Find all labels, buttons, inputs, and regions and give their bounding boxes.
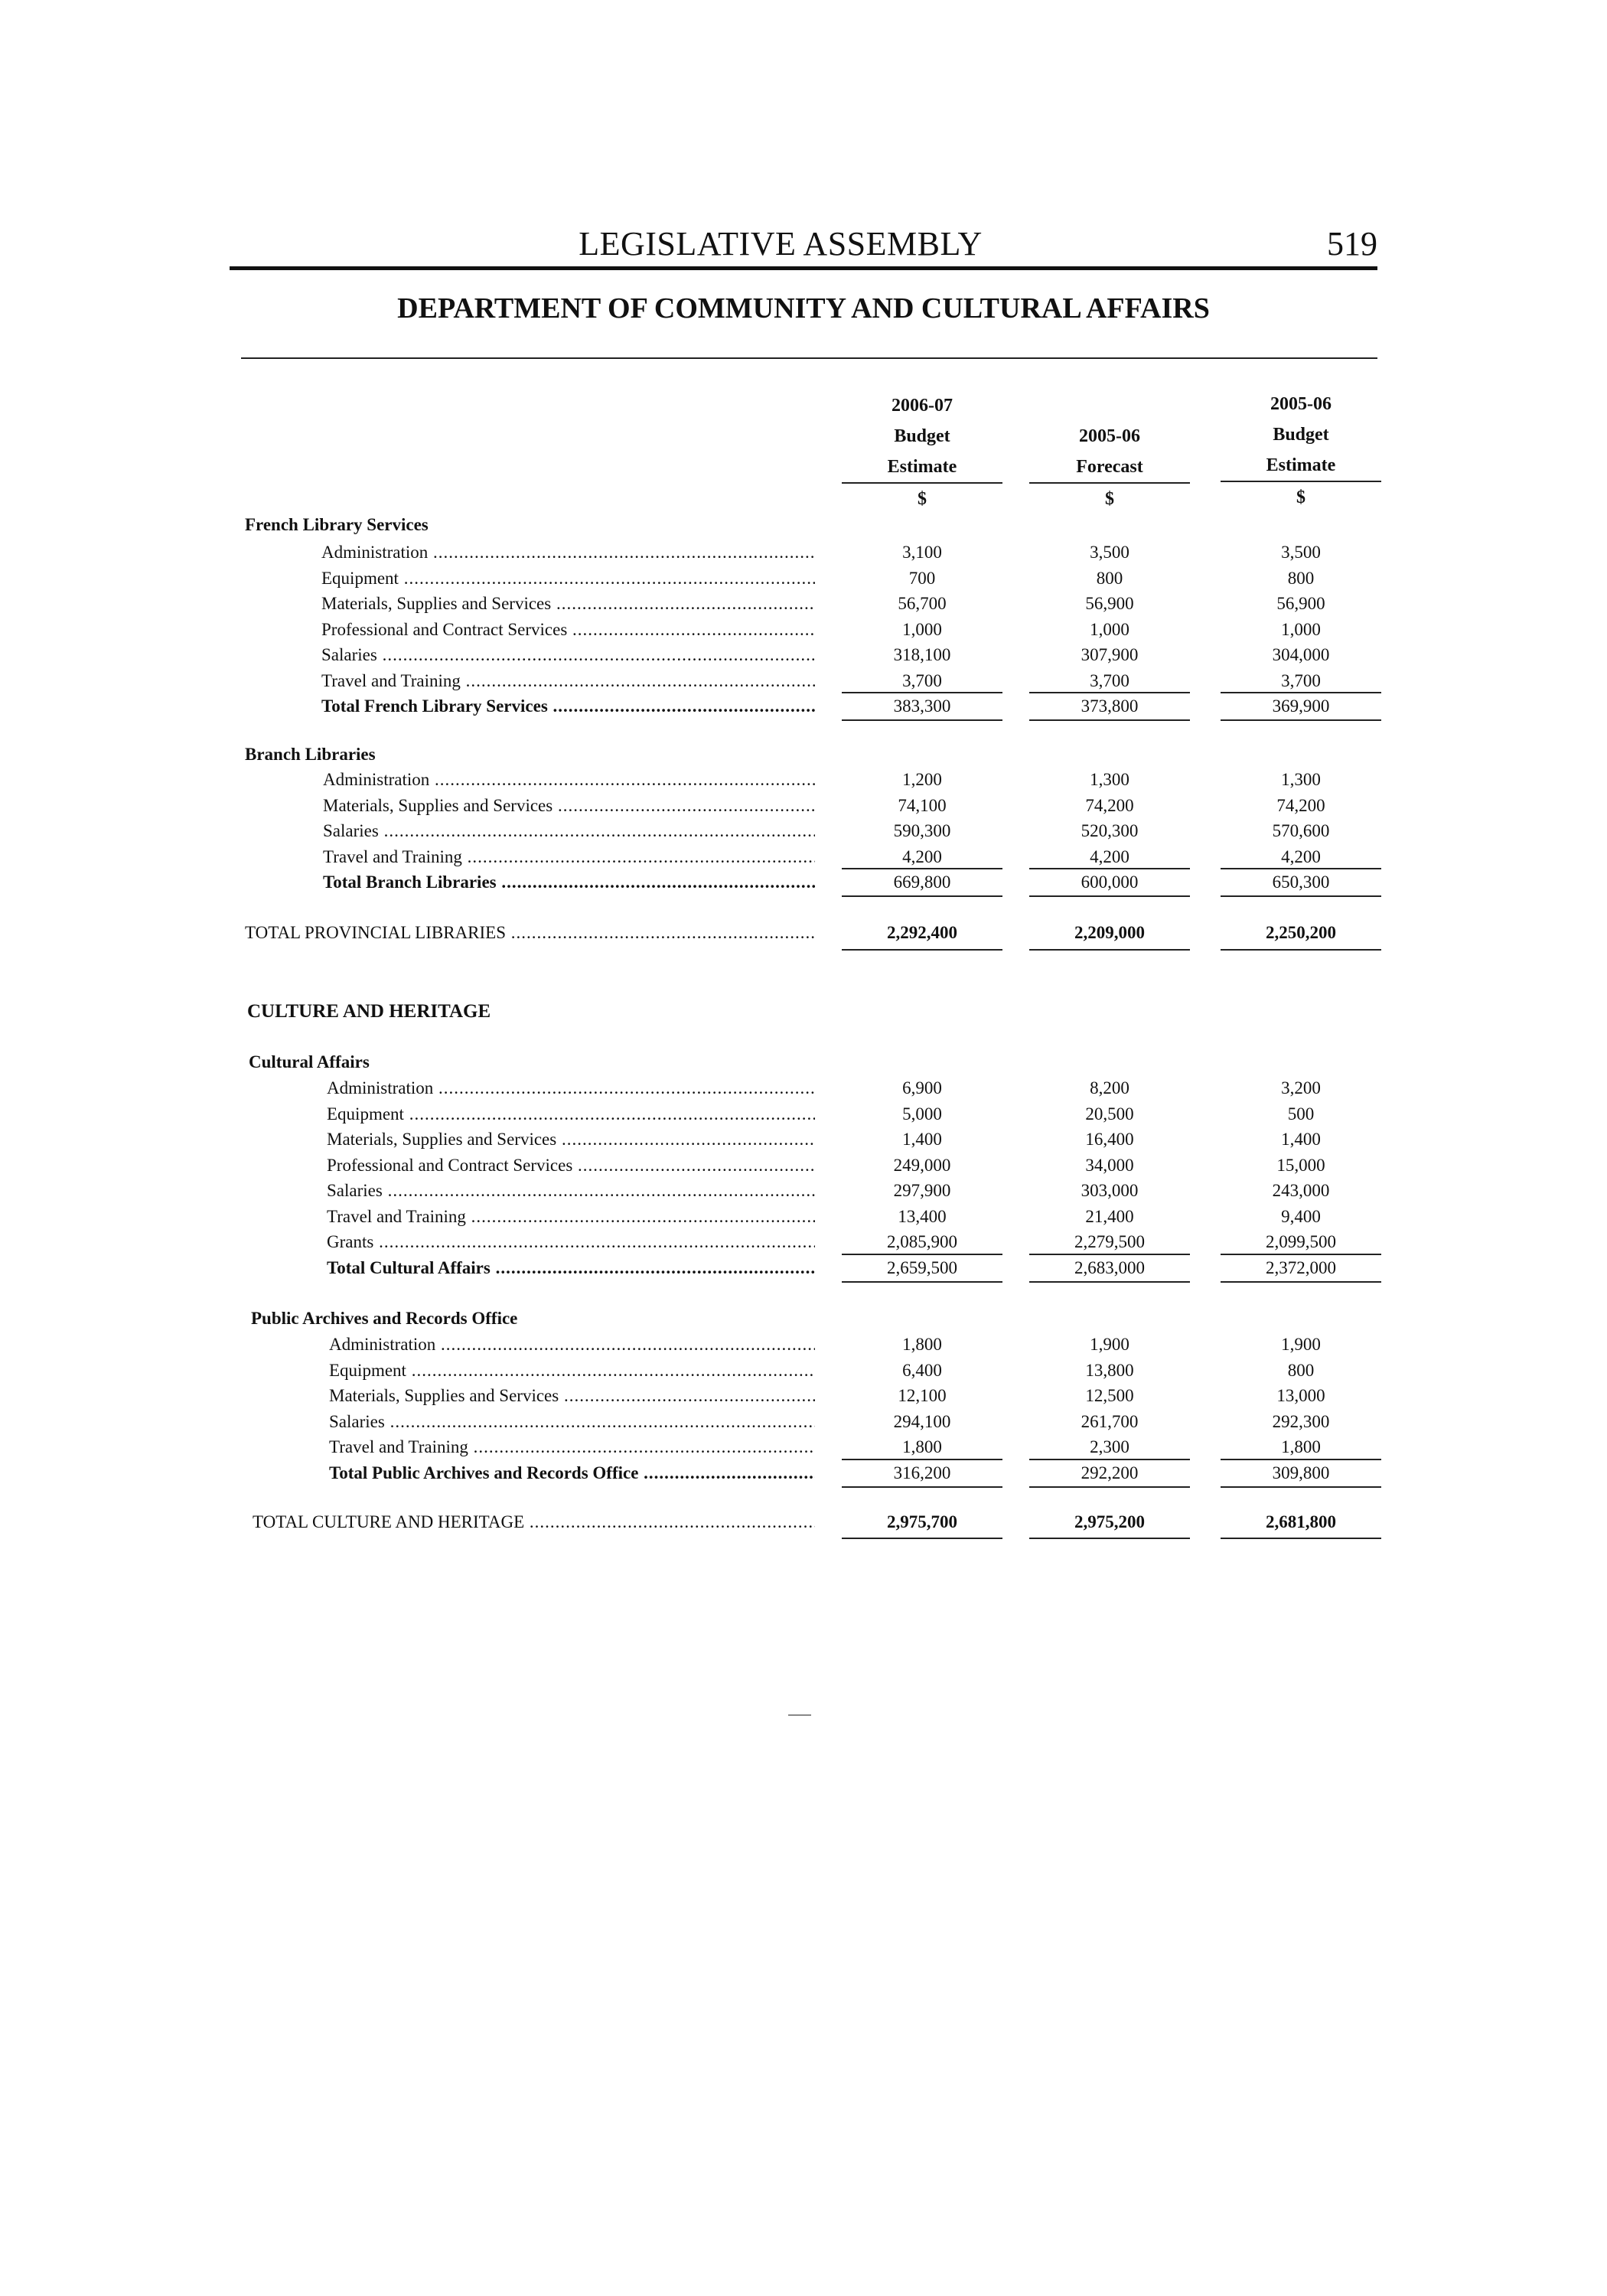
row-value: 5,000	[902, 1104, 942, 1124]
row-label: TOTAL CULTURE AND HERITAGE .....	[253, 1509, 815, 1535]
row-label: Administration .....	[329, 1332, 815, 1358]
row-value: 2,085,900	[887, 1232, 957, 1251]
row-value: 15,000	[1276, 1155, 1325, 1175]
total-rule-bottom	[1221, 895, 1381, 897]
column-header-2006-07-budget-estimate	[842, 390, 1002, 514]
row-value: 21,400	[1085, 1206, 1134, 1226]
table-row	[0, 1383, 1607, 1409]
total-row	[0, 1460, 1607, 1486]
row-value: 20,500	[1085, 1104, 1134, 1124]
row-value: 1,200	[902, 770, 942, 789]
row-value: 1,800	[902, 1335, 942, 1354]
row-value: 3,700	[902, 670, 942, 690]
row-value: 1,300	[1281, 770, 1321, 789]
row-value: 700	[908, 568, 936, 588]
section-title-culture-heritage: CULTURE AND HERITAGE	[247, 1001, 491, 1022]
row-label: Materials, Supplies and Services .....	[329, 1383, 815, 1409]
department-title: DEPARTMENT OF COMMUNITY AND CULTURAL AFFAIRS	[397, 292, 1210, 325]
column-currency: $	[1105, 489, 1114, 509]
row-value: 1,300	[1090, 770, 1129, 789]
total-rule-bottom	[1029, 1486, 1190, 1488]
row-value: 4,200	[1090, 846, 1129, 866]
row-value: 2,279,500	[1074, 1232, 1145, 1251]
column-header-line1	[1029, 390, 1190, 421]
row-label: Materials, Supplies and Services .....	[327, 1127, 815, 1153]
table-row	[0, 540, 1607, 566]
section-title-public-archives: Public Archives and Records Office	[251, 1309, 518, 1328]
row-value: 6,400	[902, 1360, 942, 1380]
column-header-line2: Budget	[894, 426, 950, 446]
row-value: 292,300	[1272, 1411, 1330, 1431]
table-row	[0, 1204, 1607, 1230]
row-value: 520,300	[1081, 821, 1139, 840]
row-label: Travel and Training .....	[321, 668, 815, 694]
row-label: Equipment .....	[327, 1101, 815, 1127]
row-label: Travel and Training .....	[323, 844, 815, 870]
row-value: 3,100	[902, 543, 942, 562]
row-value: 2,292,400	[887, 923, 957, 942]
total-rule-double	[842, 949, 1002, 951]
total-rule-double	[1221, 949, 1381, 951]
row-value: 2,975,700	[887, 1512, 957, 1531]
total-row	[0, 693, 1607, 719]
row-value: 74,200	[1276, 795, 1325, 815]
table-row	[0, 591, 1607, 617]
row-label: Travel and Training .....	[329, 1434, 815, 1460]
row-label: Equipment .....	[329, 1358, 815, 1384]
row-label: Salaries .....	[327, 1178, 815, 1204]
row-value: 2,099,500	[1266, 1232, 1336, 1251]
row-value: 570,600	[1272, 821, 1330, 840]
table-row	[0, 1127, 1607, 1153]
row-value: 1,900	[1281, 1335, 1321, 1354]
header-rule	[230, 266, 1377, 270]
total-rule-bottom	[1029, 719, 1190, 721]
row-label: Administration .....	[327, 1075, 815, 1101]
row-value: 56,700	[898, 594, 947, 613]
row-value: 2,300	[1090, 1437, 1129, 1456]
row-label: Materials, Supplies and Services .....	[321, 591, 815, 617]
row-value: 297,900	[893, 1181, 951, 1200]
row-value: 74,200	[1085, 795, 1134, 815]
row-value: 3,700	[1281, 670, 1321, 690]
section-title-french-library: French Library Services	[245, 515, 429, 534]
column-header-line3: Estimate	[842, 452, 1002, 484]
row-value: 1,800	[1281, 1437, 1321, 1456]
row-value: 800	[1287, 568, 1315, 588]
total-rule-bottom	[842, 719, 1002, 721]
row-value: 292,200	[1081, 1463, 1139, 1482]
row-value: 2,372,000	[1266, 1257, 1336, 1277]
table-row	[0, 668, 1607, 694]
total-rule-double	[1221, 1538, 1381, 1539]
row-value: 4,200	[1281, 846, 1321, 866]
row-value: 669,800	[893, 872, 951, 892]
section-title-cultural-affairs: Cultural Affairs	[249, 1052, 370, 1071]
row-value: 261,700	[1081, 1411, 1139, 1431]
row-value: 307,900	[1081, 645, 1139, 664]
table-row	[0, 1332, 1607, 1358]
row-label: Total French Library Services .....	[321, 693, 815, 719]
column-currency: $	[1296, 488, 1305, 507]
page-number: 519	[1327, 225, 1377, 263]
column-header-line1: 2006-07	[892, 396, 953, 416]
total-rule-bottom	[1029, 1281, 1190, 1283]
row-label: Administration .....	[323, 767, 815, 793]
total-rule-double	[1029, 949, 1190, 951]
row-value: 1,400	[902, 1130, 942, 1149]
row-value: 16,400	[1085, 1130, 1134, 1149]
column-header-line2: 2005-06	[1079, 426, 1140, 446]
row-value: 294,100	[893, 1411, 951, 1431]
row-value: 383,300	[893, 696, 951, 716]
page-header-title: LEGISLATIVE ASSEMBLY	[579, 225, 983, 263]
row-value: 2,681,800	[1266, 1512, 1336, 1531]
table-row	[0, 642, 1607, 668]
row-value: 249,000	[893, 1155, 951, 1175]
row-value: 590,300	[893, 821, 951, 840]
total-rule-bottom	[1029, 895, 1190, 897]
table-row	[0, 1153, 1607, 1179]
row-value: 309,800	[1272, 1463, 1330, 1482]
total-rule-bottom	[1221, 1281, 1381, 1283]
row-label: Salaries .....	[323, 818, 815, 844]
row-value: 303,000	[1081, 1181, 1139, 1200]
grand-total-row	[0, 1509, 1607, 1535]
row-value: 3,200	[1281, 1078, 1321, 1097]
table-row	[0, 1178, 1607, 1204]
total-rule-bottom	[842, 895, 1002, 897]
row-value: 1,000	[1281, 619, 1321, 639]
table-row	[0, 566, 1607, 592]
row-value: 1,800	[902, 1437, 942, 1456]
row-value: 56,900	[1085, 594, 1134, 613]
table-row	[0, 793, 1607, 819]
section-rule	[241, 357, 1377, 359]
column-header-line1: 2005-06	[1270, 394, 1332, 414]
row-value: 304,000	[1272, 645, 1330, 664]
total-row	[0, 1255, 1607, 1281]
row-value: 1,400	[1281, 1130, 1321, 1149]
total-row	[0, 869, 1607, 895]
row-value: 369,900	[1272, 696, 1330, 716]
row-value: 2,209,000	[1074, 923, 1145, 942]
row-value: 3,700	[1090, 670, 1129, 690]
total-rule-bottom	[1221, 719, 1381, 721]
row-label: Travel and Training .....	[327, 1204, 815, 1230]
table-row	[0, 1434, 1607, 1460]
row-value: 2,683,000	[1074, 1257, 1145, 1277]
total-rule-bottom	[842, 1281, 1002, 1283]
row-value: 243,000	[1272, 1181, 1330, 1200]
row-value: 1,000	[1090, 619, 1129, 639]
row-value: 800	[1287, 1360, 1315, 1380]
grand-total-row	[0, 920, 1607, 946]
row-value: 3,500	[1090, 543, 1129, 562]
row-value: 12,100	[898, 1386, 947, 1405]
row-label: TOTAL PROVINCIAL LIBRARIES .....	[245, 920, 815, 946]
column-header-line2: Budget	[1273, 425, 1329, 445]
row-value: 2,659,500	[887, 1257, 957, 1277]
row-label: Professional and Contract Services .....	[327, 1153, 815, 1179]
scan-mark	[788, 1714, 811, 1716]
column-header-2005-06-forecast	[1029, 390, 1190, 514]
total-rule-bottom	[1221, 1486, 1381, 1488]
table-row	[0, 844, 1607, 870]
total-rule-bottom	[842, 1486, 1002, 1488]
table-row	[0, 1229, 1607, 1255]
row-value: 600,000	[1081, 872, 1139, 892]
total-rule-double	[842, 1538, 1002, 1539]
row-value: 13,000	[1276, 1386, 1325, 1405]
row-value: 1,900	[1090, 1335, 1129, 1354]
row-value: 1,000	[902, 619, 942, 639]
table-row	[0, 818, 1607, 844]
row-label: Total Public Archives and Records Office .....	[329, 1460, 815, 1486]
row-value: 34,000	[1085, 1155, 1134, 1175]
row-value: 3,500	[1281, 543, 1321, 562]
row-value: 13,400	[898, 1206, 947, 1226]
row-value: 650,300	[1272, 872, 1330, 892]
table-row	[0, 1075, 1607, 1101]
row-value: 2,975,200	[1074, 1512, 1145, 1531]
row-value: 373,800	[1081, 696, 1139, 716]
row-value: 13,800	[1085, 1360, 1134, 1380]
row-value: 800	[1096, 568, 1123, 588]
column-header-line3: Forecast	[1029, 452, 1190, 484]
row-value: 56,900	[1276, 594, 1325, 613]
row-value: 12,500	[1085, 1386, 1134, 1405]
row-label: Grants .....	[327, 1229, 815, 1255]
row-value: 6,900	[902, 1078, 942, 1097]
row-value: 74,100	[898, 795, 947, 815]
row-label: Salaries .....	[329, 1409, 815, 1435]
table-row	[0, 1101, 1607, 1127]
row-value: 316,200	[893, 1463, 951, 1482]
table-row	[0, 1358, 1607, 1384]
row-label: Total Branch Libraries .....	[323, 869, 815, 895]
row-value: 4,200	[902, 846, 942, 866]
row-value: 9,400	[1281, 1206, 1321, 1226]
column-currency: $	[918, 489, 927, 509]
row-label: Administration .....	[321, 540, 815, 566]
row-label: Materials, Supplies and Services .....	[323, 793, 815, 819]
column-header-line3: Estimate	[1221, 450, 1381, 482]
row-label: Equipment .....	[321, 566, 815, 592]
row-label: Professional and Contract Services .....	[321, 617, 815, 643]
table-row	[0, 1409, 1607, 1435]
row-label: Total Cultural Affairs .....	[327, 1255, 815, 1281]
column-header-2005-06-budget-estimate	[1221, 389, 1381, 513]
total-rule-double	[1029, 1538, 1190, 1539]
section-title-branch-libraries: Branch Libraries	[245, 745, 376, 764]
row-value: 2,250,200	[1266, 923, 1336, 942]
row-value: 318,100	[893, 645, 951, 664]
row-label: Salaries .....	[321, 642, 815, 668]
row-value: 8,200	[1090, 1078, 1129, 1097]
row-value: 500	[1287, 1104, 1315, 1124]
table-row	[0, 767, 1607, 793]
table-row	[0, 617, 1607, 643]
